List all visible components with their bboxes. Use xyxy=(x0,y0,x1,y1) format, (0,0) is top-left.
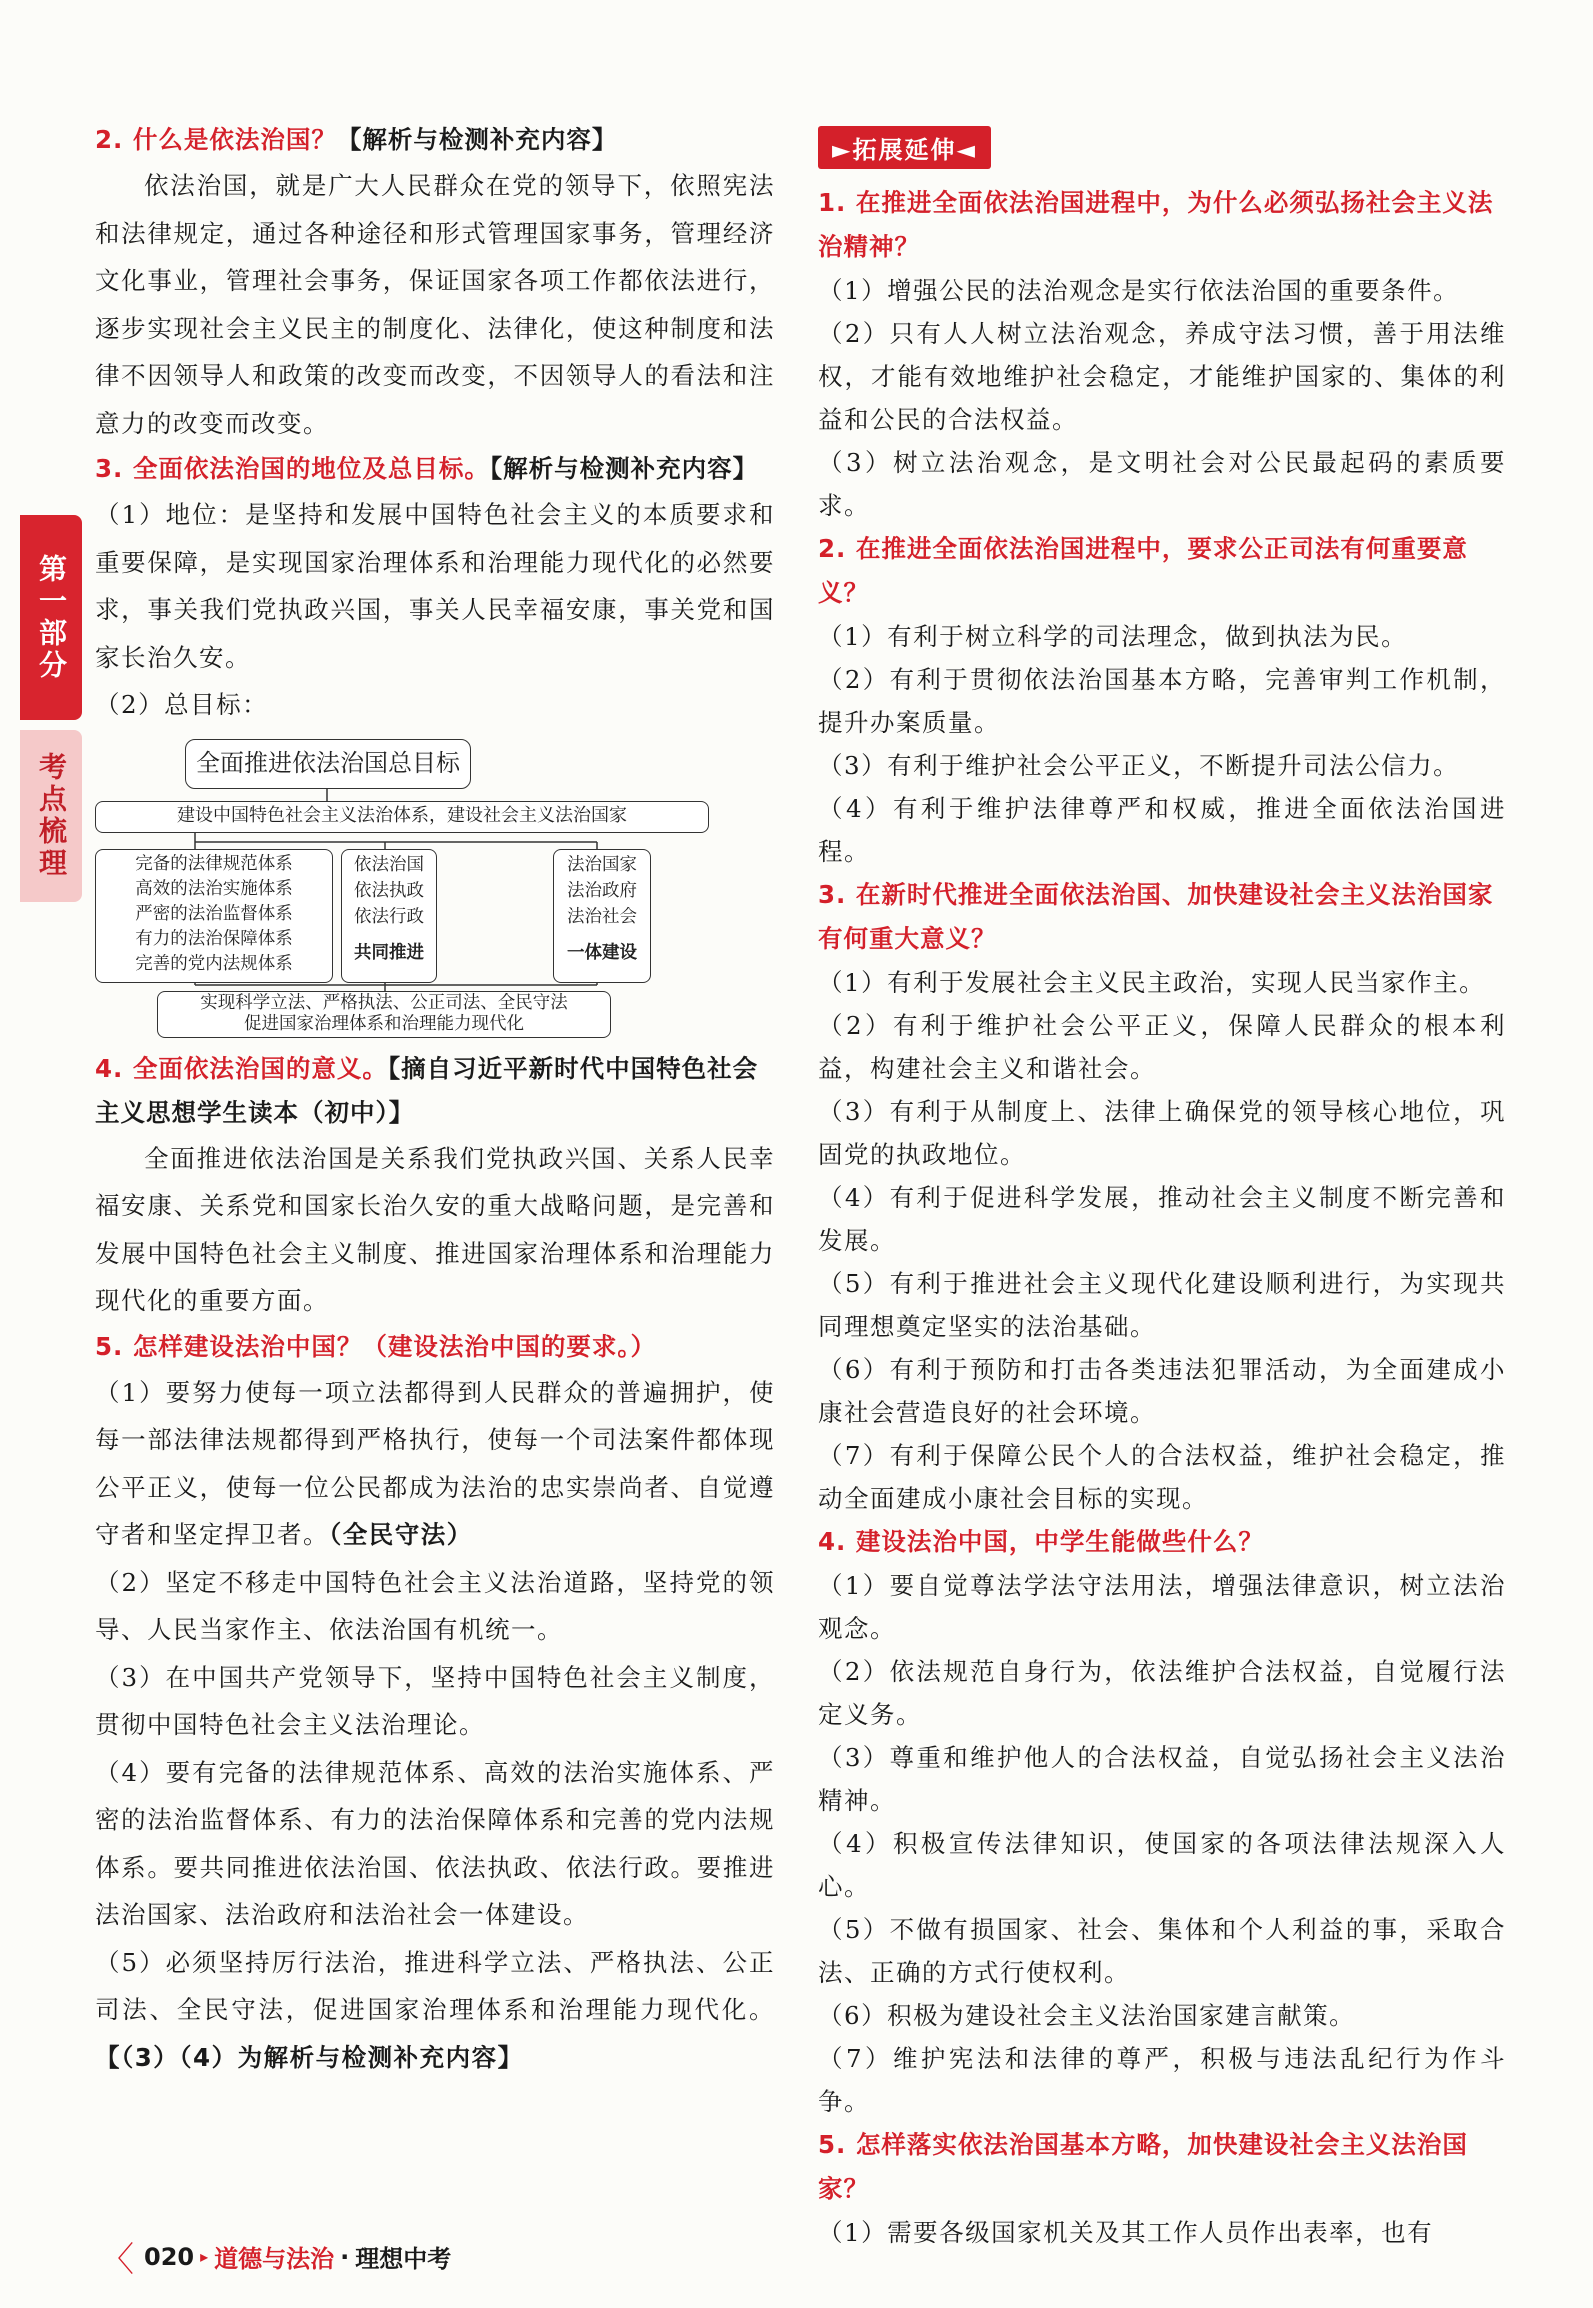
joint-item: 依法治国 xyxy=(354,854,424,875)
section-5-item xyxy=(95,1369,775,1559)
section-3-title: 3. 全面依法治国的地位及总目标。 xyxy=(95,454,490,483)
section-4-body: 全面推进依法治国是关系我们党执政兴国、关系人民幸福安康、关系党和国家长治久安的重大战略问题，是完善和发展中国特色社会主义制度、推进国家治理体系和治理能力现代化的重要方面。 xyxy=(95,1143,775,1315)
item-text: （4）要有完备的法律规范体系、高效的法治实施体系、严密的法治监督体系、有力的法治保障体系和完善的党内法规体系。要共同推进依法治国、依法执政、依法行政。要推进法治国家、法治政府和法治社会一体建设。 xyxy=(95,1757,775,1929)
section-4-title: 4. 全面依法治国的意义。 xyxy=(95,1053,388,1083)
ext-section-3-heading: 3. 在新时代推进全面依法治国、加快建设社会主义法治国家有何重大意义？ xyxy=(818,880,1494,953)
diagram-bottom-box xyxy=(157,991,611,1038)
diagram-title-box xyxy=(185,739,471,789)
section-5-heading: 5. 怎样建设法治中国？（建设法治中国的要求。） xyxy=(95,1331,657,1361)
page-footer xyxy=(100,2232,451,2281)
system-item: 有力的法治保障体系 xyxy=(135,928,293,949)
ext-section-2-heading: 2. 在推进全面依法治国进程中，要求公正司法有何重要意义？ xyxy=(818,534,1468,607)
ext-item: （4）有利于维护法律尊严和权威，推进全面依法治国进程。 xyxy=(818,794,1506,866)
extension-pill: ►拓展延伸◄ xyxy=(818,126,991,169)
item-text: （1）要努力使每一项立法都得到人民群众的普遍拥护，使每一部法律法规都得到严格执行，使每一个司法案件都体现公平正义，使每一位公民都成为法治的忠实崇尚者、自觉遵守者和坚定捍卫者。 xyxy=(95,1377,775,1549)
ext-item: （5）不做有损国家、社会、集体和个人利益的事，采取合法、正确的方式行使权利。 xyxy=(818,1915,1506,1987)
ext-item: （6）积极为建设社会主义法治国家建言献策。 xyxy=(818,2001,1356,2030)
ext-item: （2）有利于贯彻依法治国基本方略，完善审判工作机制，提升办案质量。 xyxy=(818,665,1506,737)
ext-item: （4）有利于促进科学发展，推动社会主义制度不断完善和发展。 xyxy=(818,1183,1506,1255)
section-2-title: 2. 什么是依法治国？ xyxy=(95,125,337,154)
ext-section-1-heading: 1. 在推进全面依法治国进程中，为什么必须弘扬社会主义法治精神？ xyxy=(818,188,1494,261)
ext-item: （1）有利于树立科学的司法理念，做到执法为民。 xyxy=(818,622,1408,651)
section-3-note: 【解析与检测补充内容】 xyxy=(489,454,759,483)
ext-item: （7）维护宪法和法律的尊严，积极与违法乱纪行为作斗争。 xyxy=(818,2044,1506,2116)
footer-separator: · xyxy=(340,2242,350,2271)
side-tab-topic-review: 考点梳理 xyxy=(20,730,82,902)
ext-item: （2）只有人人树立法治观念，养成守法习惯，善于用法维权，才能有效地维护社会稳定，才能维护国家的、集体的利益和公民的合法权益。 xyxy=(818,319,1506,434)
section-4-heading xyxy=(95,1047,775,1135)
section-3-heading xyxy=(95,447,775,491)
section-5-item xyxy=(95,1654,775,1749)
page-number: 020 xyxy=(144,2242,195,2271)
section-5-item xyxy=(95,1749,775,1939)
right-column xyxy=(818,118,1506,2254)
ext-section-5-heading: 5. 怎样落实依法治国基本方略，加快建设社会主义法治国家？ xyxy=(818,2130,1468,2203)
ext-item: （4）积极宣传法律知识，使国家的各项法律法规深入人心。 xyxy=(818,1829,1506,1901)
ext-item: （2）有利于维护社会公平正义，保障人民群众的根本利益，构建社会主义和谐社会。 xyxy=(818,1011,1506,1083)
item-tag: 【（3）（4）为解析与检测补充内容】 xyxy=(95,2042,524,2072)
diagram-banner: 建设中国特色社会主义法治体系，建设社会主义法治国家 xyxy=(177,804,627,826)
ext-item: （1）增强公民的法治观念是实行依法治国的重要条件。 xyxy=(818,276,1460,305)
triangle-right-icon: ▸ xyxy=(200,2247,209,2266)
integrated-item: 法治国家 xyxy=(567,854,637,875)
system-item: 完善的党内法规体系 xyxy=(135,953,293,974)
joint-label: 共同推进 xyxy=(354,942,424,963)
ext-item: （5）有利于推进社会主义现代化建设顺利进行，为实现共同理想奠定坚实的法治基础。 xyxy=(818,1269,1506,1341)
diagram-systems-box xyxy=(95,849,333,983)
chevron-left-icon: 〈 xyxy=(100,2240,134,2280)
ext-item: （3）树立法治观念，是文明社会对公民最起码的素质要求。 xyxy=(818,448,1506,520)
ext-item: （7）有利于保障公民个人的合法权益，维护社会稳定，推动全面建成小康社会目标的实现。 xyxy=(818,1441,1506,1513)
diagram-title: 全面推进依法治国总目标 xyxy=(196,748,460,777)
ext-item: （1）要自觉尊法学法守法用法，增强法律意识，树立法治观念。 xyxy=(818,1571,1506,1643)
side-tab-part-one: 第一部分 xyxy=(20,515,82,720)
system-item: 完备的法律规范体系 xyxy=(135,853,293,874)
ext-item: （1）需要各级国家机关及其工作人员作出表率，也有 xyxy=(818,2218,1434,2247)
system-item: 高效的法治实施体系 xyxy=(135,878,293,899)
item-text: （2）坚定不移走中国特色社会主义法治道路，坚持党的领导、人民当家作主、依法治国有机统一。 xyxy=(95,1567,775,1644)
ext-item: （3）尊重和维护他人的合法权益，自觉弘扬社会主义法治精神。 xyxy=(818,1743,1506,1815)
section-2-heading xyxy=(95,118,775,162)
ext-item: （2）依法规范自身行为，依法维护合法权益，自觉履行法定义务。 xyxy=(818,1657,1506,1729)
footer-subject: 道德与法治 xyxy=(214,2245,335,2273)
joint-item: 依法执政 xyxy=(354,880,424,901)
section-2-note: 【解析与检测补充内容】 xyxy=(336,125,618,154)
section-2-body: 依法治国，就是广大人民群众在党的领导下，依照宪法和法律规定，通过各种途径和形式管理国家事务，管理经济文化事业，管理社会事务，保证国家各项工作都依法进行，逐步实现社会主义民主的制度化、法律化，使这种制度和法律不因领导人和政策的改变而改变，不因领导人的看法和注意力的改变而改变。 xyxy=(95,171,775,438)
position-label: （1）地位： xyxy=(95,500,246,529)
section-5-item xyxy=(95,1939,775,2082)
section-4-note: 【摘自习近平新时代中国特色社会主义思想学生读本（初中）】 xyxy=(95,1053,759,1127)
section-3-position xyxy=(95,491,775,681)
ext-item: （3）有利于维护社会公平正义，不断提升司法公信力。 xyxy=(818,751,1460,780)
integrated-label: 一体建设 xyxy=(567,942,637,963)
joint-item: 依法行政 xyxy=(354,906,424,927)
left-column xyxy=(95,118,775,2081)
item-text: （3）在中国共产党领导下，坚持中国特色社会主义制度，贯彻中国特色社会主义法治理论。 xyxy=(95,1662,775,1739)
system-item: 严密的法治监督体系 xyxy=(135,903,293,924)
ext-section-4-heading: 4. 建设法治中国，中学生能做些什么？ xyxy=(818,1527,1264,1556)
diagram-integrated-box xyxy=(553,849,651,983)
diagram-joint-box xyxy=(341,849,437,983)
rule-of-law-goal-diagram xyxy=(95,739,775,1039)
footer-series: 理想中考 xyxy=(355,2245,452,2273)
diagram-banner-box xyxy=(95,801,709,833)
integrated-item: 法治社会 xyxy=(567,906,637,927)
item-tag: （全民守法） xyxy=(329,1520,473,1549)
item-text: （5）必须坚持厉行法治，推进科学立法、严格执法、公正司法、全民守法，促进国家治理体系和治理能力现代化。 xyxy=(95,1947,775,2024)
ext-item: （6）有利于预防和打击各类违法犯罪活动，为全面建成小康社会营造良好的社会环境。 xyxy=(818,1355,1506,1427)
integrated-item: 法治政府 xyxy=(567,880,637,901)
section-3-goal-label: （2）总目标： xyxy=(95,690,269,719)
section-5-item xyxy=(95,1559,775,1654)
ext-item: （1）有利于发展社会主义民主政治，实现人民当家作主。 xyxy=(818,968,1486,997)
diagram-bottom-line: 实现科学立法、严格执法、公正司法、全民守法 xyxy=(200,992,568,1013)
ext-item: （3）有利于从制度上、法律上确保党的领导核心地位，巩固党的执政地位。 xyxy=(818,1097,1506,1169)
position-text: 是坚持和发展中国特色社会主义的本质要求和重要保障，是实现国家治理体系和治理能力现代化的必然要求，事关我们党执政兴国，事关人民幸福安康，事关党和国家长治久安。 xyxy=(95,500,775,672)
diagram-bottom-line: 促进国家治理体系和治理能力现代化 xyxy=(244,1013,524,1034)
